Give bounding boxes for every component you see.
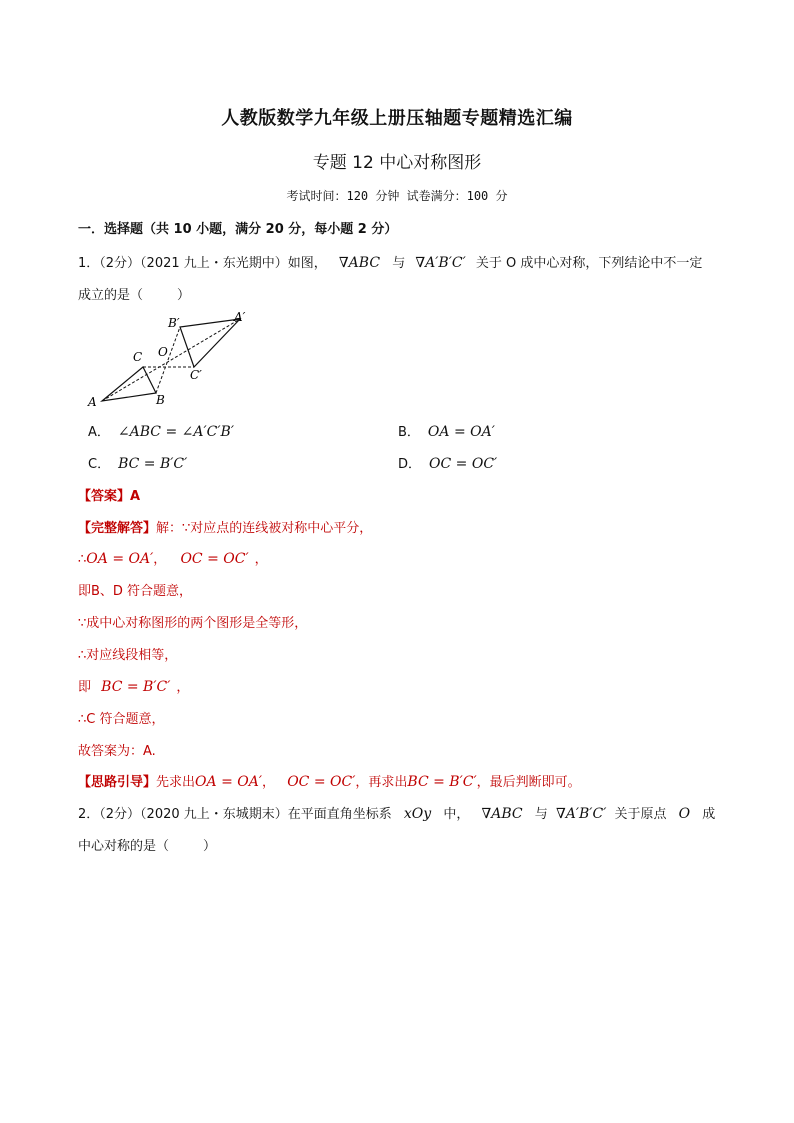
hint-tag: 【思路引导】 bbox=[78, 775, 157, 790]
q1-prefix: 1．（2分）（2021 九上・东光期中）如图， bbox=[78, 256, 327, 271]
answer-value: A bbox=[130, 489, 141, 504]
answer-tag: 【答案】 bbox=[78, 489, 131, 504]
solution-line-7: ∴C 符合题意， bbox=[78, 712, 165, 727]
label-a-prime: A′ bbox=[234, 310, 246, 324]
solution-eq-oc: OC = OC′ bbox=[180, 551, 249, 567]
q2-prefix: 2．（2分）（2020 九上・东城期末）在平面直角坐标系 bbox=[78, 807, 392, 822]
therefore-symbol: ∴ bbox=[78, 552, 87, 567]
option-d-text: OC = OC′ bbox=[429, 456, 498, 472]
option-b-label: B． bbox=[398, 425, 420, 440]
triangle-abc bbox=[102, 367, 156, 401]
segment-bb-prime bbox=[156, 327, 180, 393]
solution-6-prefix: 即 bbox=[78, 680, 92, 695]
option-a[interactable] bbox=[88, 421, 234, 440]
hint-eq-oa: OA = OA′ bbox=[195, 774, 263, 790]
answer-line bbox=[78, 485, 140, 504]
q1-line2: 成立的是（ bbox=[78, 288, 144, 303]
topic-subtitle: 专题 12 中心对称图形 bbox=[312, 153, 482, 173]
option-d[interactable] bbox=[398, 453, 497, 472]
option-a-label: A． bbox=[88, 425, 110, 440]
question-2-stem bbox=[78, 803, 715, 822]
solution-line-3: 即B、D 符合题意， bbox=[78, 584, 193, 599]
solution-line-5: ∴对应线段相等， bbox=[78, 648, 178, 663]
central-symmetry-figure bbox=[84, 305, 264, 410]
q2-origin: O bbox=[678, 806, 691, 822]
hint-eq-bc: BC = B′C′ bbox=[407, 774, 477, 790]
q2-triangle-abc-prime: ∇A′B′C′ bbox=[555, 806, 607, 822]
hint-line bbox=[78, 771, 581, 790]
triangle-abc-prime bbox=[180, 319, 240, 367]
option-b-text: OA = OA′ bbox=[427, 424, 495, 440]
option-c[interactable] bbox=[88, 453, 187, 472]
q1-triangle-abc: ∇ABC bbox=[338, 255, 381, 271]
solution-end: ， bbox=[254, 552, 268, 567]
option-c-text: BC = B′C′ bbox=[118, 456, 188, 472]
label-o: O bbox=[158, 345, 168, 359]
solution-tag: 【完整解答】 bbox=[78, 521, 157, 536]
label-b: B bbox=[156, 393, 165, 407]
option-b[interactable] bbox=[398, 421, 495, 440]
q2-mid: 中， bbox=[443, 807, 470, 822]
q2-line2: 中心对称的是（ bbox=[78, 839, 170, 854]
q1-suffix: 关于 O 成中心对称，下列结论中不一定 bbox=[475, 256, 703, 271]
solution-text-1: 解：∵对应点的连线被对称中心平分， bbox=[156, 521, 373, 536]
solution-eq-bc: BC = B′C′ bbox=[101, 679, 171, 695]
q2-end: 成 bbox=[702, 807, 716, 822]
q2-about: 关于原点 bbox=[614, 807, 667, 822]
q2-line2-end: ） bbox=[203, 839, 217, 854]
solution-line-6 bbox=[78, 676, 189, 695]
exam-info: 考试时间：120 分钟 试卷满分：100 分 bbox=[286, 189, 508, 203]
question-1-stem-line2 bbox=[78, 284, 190, 303]
q2-and: 与 bbox=[534, 807, 548, 822]
solution-line-8: 故答案为：A. bbox=[78, 744, 156, 759]
question-2-stem-line2 bbox=[78, 835, 216, 854]
solution-eq-oa: OA = OA′ bbox=[86, 551, 154, 567]
hint-sep: ， bbox=[262, 775, 276, 790]
question-1-stem bbox=[78, 252, 702, 271]
option-d-label: D． bbox=[398, 457, 422, 472]
label-c-prime: C′ bbox=[190, 368, 202, 382]
q1-and: 与 bbox=[392, 256, 406, 271]
hint-eq-oc: OC = OC′ bbox=[287, 774, 356, 790]
document-title: 人教版数学九年级上册压轴题专题精选汇编 bbox=[221, 108, 573, 129]
section-heading: 一．选择题（共 10 小题，满分 20 分，每小题 2 分） bbox=[78, 222, 398, 237]
label-c: C bbox=[133, 350, 143, 364]
q2-xoy: xOy bbox=[403, 806, 432, 822]
option-a-text: ∠ABC = ∠A′C′B′ bbox=[117, 424, 235, 440]
label-b-prime: B′ bbox=[168, 316, 180, 330]
q2-triangle-abc: ∇ABC bbox=[481, 806, 523, 822]
solution-line-2 bbox=[78, 548, 268, 567]
solution-line-4: ∵成中心对称图形的两个图形是全等形， bbox=[78, 616, 308, 631]
solution-line-1 bbox=[78, 517, 372, 536]
q1-triangle-abc-prime: ∇A′B′C′ bbox=[415, 255, 466, 271]
segment-aa-prime bbox=[102, 319, 240, 401]
solution-6-end: ， bbox=[176, 680, 190, 695]
solution-sep: ， bbox=[153, 552, 167, 567]
hint-prefix: 先求出 bbox=[156, 775, 196, 790]
option-c-label: C． bbox=[88, 457, 111, 472]
hint-end: ，最后判断即可。 bbox=[476, 775, 581, 790]
hint-mid: ，再求出 bbox=[355, 775, 408, 790]
label-a: A bbox=[88, 395, 97, 409]
q1-line2-end: ） bbox=[177, 288, 191, 303]
